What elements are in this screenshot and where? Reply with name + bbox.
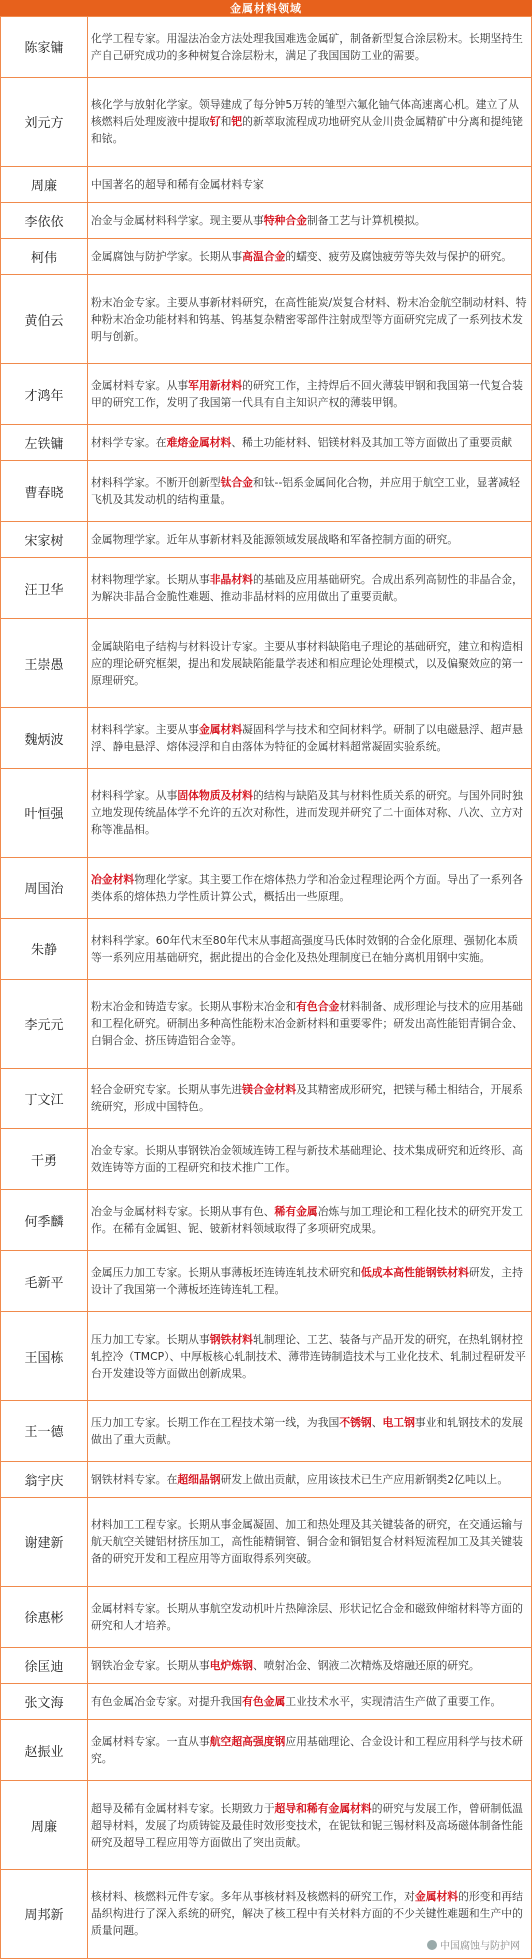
- expert-name: 周廉: [1, 1781, 88, 1870]
- table-row: [1, 619, 532, 708]
- table-row: [1, 1461, 532, 1497]
- expert-name: 王国栋: [1, 1312, 88, 1401]
- expert-description: [88, 202, 532, 238]
- table-row: [1, 558, 532, 619]
- description-text: 核化学与放射化学家。领导建成了每分钟5万转的雏型六氟化铀气体高速离心机。建立了从核燃料后处理废液中提取: [91, 98, 519, 129]
- table-row: [1, 708, 532, 769]
- table-row: [1, 275, 532, 364]
- expert-name: 左铁镛: [1, 425, 88, 461]
- expert-description: [88, 558, 532, 619]
- expert-name: 汪卫华: [1, 558, 88, 619]
- expert-description: [88, 1129, 532, 1190]
- highlighted-keyword: 电炉炼钢: [209, 1658, 253, 1672]
- expert-name: 曹春晓: [1, 461, 88, 522]
- description-text: 粉末冶金专家。主要从事新材料研究，在高性能炭/炭复合材料、粉末冶金航空制动材料、特种粉末冶金功能材料和钨基、钨基复杂精密零部件注射成型等方面研究完成了一系列技术发明与创新。: [91, 295, 527, 343]
- table-row: [1, 1129, 532, 1190]
- expert-name: 才鸿年: [1, 364, 88, 425]
- description-text: 冶炼与加工理论和工程化技术的研究开发工作。在稀有金属钽、铌、铍新材料领域取得了多项研究成果。: [91, 1205, 523, 1236]
- description-text: 核材料、核燃料元件专家。多年从事核材料及核燃料的研究工作，对: [91, 1890, 415, 1904]
- highlighted-keyword: 有色合金: [296, 1000, 340, 1014]
- table-row: [1, 979, 532, 1068]
- description-text: 材料制备、成形理论与技术的应用基础和工程化研究。研制出多种高性能粉末冶金新材料和重要零件；研发出高性能铝青铜合金、白铜合金、挤压铸造铝合金等。: [91, 1000, 523, 1048]
- expert-name: 毛新平: [1, 1251, 88, 1312]
- description-text: 中国著名的超导和稀有金属材料专家: [91, 177, 264, 191]
- expert-description: [88, 769, 532, 858]
- description-text: 和: [220, 115, 232, 129]
- table-row: [1, 1781, 532, 1870]
- highlighted-keyword: 难熔金属材料: [166, 436, 232, 450]
- expert-name: 李元元: [1, 979, 88, 1068]
- expert-description: [88, 461, 532, 522]
- highlighted-keyword: 钌: [209, 115, 221, 129]
- expert-name: 魏炳波: [1, 708, 88, 769]
- table-row: [1, 1720, 532, 1781]
- description-text: 金属物理学家。近年从事新材料及能源领域发展战略和军备控制方面的研究。: [91, 533, 459, 547]
- expert-name: 谢建新: [1, 1498, 88, 1587]
- description-text: 金属压力加工专家。长期从事薄板坯连铸连轧技术研究和: [91, 1266, 361, 1280]
- description-text: 金属缺陷电子结构与材料设计专家。主要从事材料缺陷电子理论的基础研究，建立和构造相应的理论研究框架，提出和发展缺陷能量学表述和相应理论处理模式，以及偏聚效应的第一原理研究。: [91, 639, 523, 687]
- highlighted-keyword: 稀有金属: [274, 1205, 318, 1219]
- description-text: 事业和轧钢技术的发展做出了重大贡献。: [91, 1415, 523, 1446]
- table-row: [1, 1251, 532, 1312]
- expert-description: [88, 275, 532, 364]
- expert-name: 黄伯云: [1, 275, 88, 364]
- description-text: 、稀土功能材料、铝镁材料及其加工等方面做出了重要贡献: [231, 436, 513, 450]
- description-text: 凝固科学与技术和空间材料学。研制了以电磁悬浮、超声悬浮、静电悬浮、熔体浸浮和自由落体为特征的金属材料超常凝固实验系统。: [91, 723, 523, 754]
- expert-description: [88, 857, 532, 918]
- description-text: 化学工程专家。用湿法冶金方法处理我国难选金属矿，制备新型复合涂层粉末。长期坚持生产自己研究成功的多种树复合涂层粉末，满足了我国国防工业的需要。: [91, 31, 523, 62]
- expert-description: [88, 1586, 532, 1647]
- expert-name: 王一德: [1, 1400, 88, 1461]
- expert-description: [88, 166, 532, 202]
- table-row: [1, 1647, 532, 1683]
- expert-description: [88, 1781, 532, 1870]
- expert-description: [88, 1461, 532, 1497]
- table-row: [1, 857, 532, 918]
- expert-name: 徐惠彬: [1, 1586, 88, 1647]
- expert-description: [88, 619, 532, 708]
- experts-table: [0, 16, 532, 1959]
- table-row: [1, 239, 532, 275]
- table-title: 金属材料领域: [0, 0, 532, 16]
- highlighted-keyword: 超导和稀有金属材料: [274, 1801, 372, 1815]
- expert-name: 张文海: [1, 1684, 88, 1720]
- description-text: 轧制理论、工艺、装备与产品开发的研究，在热轧钢材控轧控冷（TMCP）、中厚板核心轧制技术、薄带连铸制造技术与工业化技术、轧制过程研发平台开发建设等方面做出创新成果。: [91, 1332, 526, 1380]
- description-text: 材料科学家。从事: [91, 789, 178, 803]
- expert-name: 叶恒强: [1, 769, 88, 858]
- expert-description: [88, 239, 532, 275]
- expert-name: 干勇: [1, 1129, 88, 1190]
- description-text: 钢铁冶金专家。长期从事: [91, 1658, 210, 1672]
- description-text: 压力加工专家。长期工作在工程技术第一线，为我国: [91, 1415, 340, 1429]
- description-text: 的研究工作，主持焊后不回火薄装甲钢和我国第一代复合装甲的研究工作，发明了我国第一代具有自主知识产权的薄装甲钢。: [91, 379, 523, 410]
- expert-description: [88, 918, 532, 979]
- description-text: 的蠕变、疲劳及腐蚀疲劳等失效与保护的研究。: [285, 250, 513, 264]
- table-row: [1, 1312, 532, 1401]
- expert-description: [88, 1400, 532, 1461]
- description-text: 和钛--铝系金属间化合物，并应用于航空工业，显著减轻飞机及其发动机的结构重量。: [91, 476, 520, 507]
- expert-name: 刘元方: [1, 77, 88, 166]
- expert-name: 周廉: [1, 166, 88, 202]
- description-text: 的新萃取流程成功地研究从金川贵金属精矿中分离和提纯铑和铱。: [91, 115, 523, 146]
- table-row: [1, 918, 532, 979]
- expert-description: [88, 1190, 532, 1251]
- highlighted-keyword: 特种合金: [263, 214, 307, 228]
- expert-name: 丁文江: [1, 1068, 88, 1129]
- expert-name: 翁宇庆: [1, 1461, 88, 1497]
- description-text: 、: [371, 1415, 383, 1429]
- expert-name: 陈家镛: [1, 17, 88, 78]
- expert-description: [88, 1312, 532, 1401]
- expert-description: [88, 1720, 532, 1781]
- expert-name: 徐匡迪: [1, 1647, 88, 1683]
- description-text: 及其精密成形研究，把镁与稀土相结合，开展系统研究，形成中国特色。: [91, 1083, 523, 1114]
- expert-name: 王崇愚: [1, 619, 88, 708]
- highlighted-keyword: 超细晶钢: [177, 1472, 221, 1486]
- expert-description: [88, 1684, 532, 1720]
- expert-name: 周国治: [1, 857, 88, 918]
- description-text: 制备工艺与计算机模拟。: [306, 214, 426, 228]
- description-text: 材料物理学家。长期从事: [91, 573, 210, 587]
- highlighted-keyword: 冶金材料: [91, 872, 135, 886]
- description-text: 物理化学家。其主要工作在熔体热力学和冶金过程理论两个方面。导出了一系列各类体系的熔体热力学性质计算公式，概括出一些原理。: [91, 872, 523, 903]
- description-text: 超导及稀有金属材料专家。长期致力于: [91, 1801, 275, 1815]
- table-row: [1, 17, 532, 78]
- highlighted-keyword: 高温合金: [242, 250, 286, 264]
- expert-name: 宋家树: [1, 522, 88, 558]
- description-text: 研发上做出贡献，应用该技术已生产应用新钢类2亿吨以上。: [220, 1472, 509, 1486]
- highlighted-keyword: 镁合金材料: [242, 1083, 297, 1097]
- description-text: 材料科学家。不断开创新型: [91, 476, 221, 490]
- description-text: 金属腐蚀与防护学家。长期从事: [91, 250, 243, 264]
- description-text: 、喷射冶金、钢液二次精炼及熔融还原的研究。: [252, 1658, 480, 1672]
- expert-description: [88, 1498, 532, 1587]
- highlighted-keyword: 低成本高性能钢铁材料: [360, 1266, 469, 1280]
- expert-description: [88, 1251, 532, 1312]
- highlighted-keyword: 金属材料: [198, 723, 243, 737]
- highlighted-keyword: 有色金属: [242, 1695, 286, 1709]
- table-row: [1, 77, 532, 166]
- description-text: 金属材料专家。长期从事航空发动机叶片热障涂层、形状记忆合金和磁致伸缩材料等方面的研究和人才培养。: [91, 1601, 523, 1632]
- highlighted-keyword: 军用新材料: [188, 379, 243, 393]
- table-row: [1, 1586, 532, 1647]
- expert-name: 周邦新: [1, 1869, 88, 1958]
- expert-name: 何季麟: [1, 1190, 88, 1251]
- description-text: 粉末冶金和铸造专家。长期从事粉末冶金和: [91, 1000, 297, 1014]
- description-text: 压力加工专家。长期从事: [91, 1332, 210, 1346]
- expert-description: [88, 77, 532, 166]
- description-text: 冶金与金属材料科学家。现主要从事: [91, 214, 264, 228]
- table-row: [1, 1684, 532, 1720]
- description-text: 材料学专家。在: [91, 436, 167, 450]
- expert-name: 李依依: [1, 202, 88, 238]
- description-text: 轻合金研究专家。长期从事先进: [91, 1083, 243, 1097]
- description-text: 的基础及应用基础研究。合成出系列高韧性的非晶合金，为解决非晶合金脆性难题、推动非晶材料的应用做出了重要贡献。: [91, 573, 523, 604]
- expert-description: [88, 708, 532, 769]
- highlighted-keyword: 固体物质及材料: [177, 789, 253, 803]
- expert-description: [88, 17, 532, 78]
- expert-description: [88, 425, 532, 461]
- table-row: [1, 461, 532, 522]
- description-text: 冶金专家。长期从事钢铁冶金领域连铸工程与新技术基础理论、技术集成研究和近终形、高效连铸等方面的工程研究和技术推广工作。: [91, 1144, 523, 1175]
- description-text: 的结构与缺陷及其与材料性质关系的研究。与国外同时独立地发现传统晶体学不允许的五次对称性，进而发现并研究了二十面体对称、八次、立方对称等准晶相。: [91, 789, 523, 837]
- description-text: 的研究与发展工作，曾研制低温超导材料，发展了均质铸锭及最佳时效形变技术，在铌钛和铌三锡材料及高场磁体制备性能研究及超导工程应用等方面做出了突出贡献。: [91, 1801, 523, 1849]
- table-row: [1, 202, 532, 238]
- table-row: [1, 364, 532, 425]
- description-text: 工业技术水平，实现清洁生产做了重要工作。: [285, 1695, 502, 1709]
- table-row: [1, 1498, 532, 1587]
- description-text: 材料科学家。主要从事: [91, 723, 199, 737]
- highlighted-keyword: 钛合金: [220, 476, 253, 490]
- description-text: 材料科学家。60年代末至80年代末从事超高强度马氏体时效钢的合金化原理、强韧化本质等一系列应用基础研究，据此提出的合金化及热处理制度已在轴分离机用钢中实施。: [91, 933, 518, 964]
- expert-description: [88, 979, 532, 1068]
- watermark: [423, 1936, 524, 1953]
- description-text: 有色金属冶金专家。对提升我国: [91, 1695, 243, 1709]
- highlighted-keyword: 钯: [231, 115, 243, 129]
- highlighted-keyword: 不锈钢: [339, 1415, 372, 1429]
- description-text: 冶金与金属材料专家。长期从事有色、: [91, 1205, 275, 1219]
- watermark-text: 中国腐蚀与防护网: [440, 1941, 520, 1952]
- table-row: [1, 769, 532, 858]
- description-text: 金属材料专家。从事: [91, 379, 189, 393]
- description-text: 应用基础理论、合金设计和工程应用科学与技术研究。: [91, 1735, 523, 1766]
- description-text: 金属材料专家。一直从事: [91, 1735, 210, 1749]
- wechat-logo-icon: [427, 1940, 437, 1950]
- expert-description: [88, 364, 532, 425]
- table-row: [1, 1190, 532, 1251]
- table-row: [1, 1400, 532, 1461]
- highlighted-keyword: 金属材料: [414, 1890, 459, 1904]
- expert-name: 朱静: [1, 918, 88, 979]
- table-row: [1, 522, 532, 558]
- description-text: 的形变和再结晶织构进行了深入系统的研究，解决了核工程中有关材料方面的不少关键性难题和生产中的质量问题。: [91, 1890, 523, 1938]
- highlighted-keyword: 电工钢: [382, 1415, 415, 1429]
- expert-description: [88, 522, 532, 558]
- table-row: [1, 1068, 532, 1129]
- description-text: 钢铁材料专家。在: [91, 1472, 178, 1486]
- highlighted-keyword: 航空超高强度钢: [209, 1735, 286, 1749]
- table-row: [1, 166, 532, 202]
- expert-description: [88, 1068, 532, 1129]
- description-text: 材料加工工程专家。长期从事金属凝固、加工和热处理及其关键装备的研究，在交通运输与航天航空关键铝材挤压加工，高性能精铜管、铜合金和铜铝复合材料短流程加工及其关键装备的研究开发和工程应用等方面取得系列突破。: [91, 1518, 523, 1566]
- highlighted-keyword: 钢铁材料: [209, 1332, 253, 1346]
- highlighted-keyword: 非晶材料: [209, 573, 253, 587]
- description-text: 研发，主持设计了我国第一个薄板坯连铸连轧工程。: [91, 1266, 523, 1297]
- expert-name: 赵振业: [1, 1720, 88, 1781]
- expert-description: [88, 1647, 532, 1683]
- expert-name: 柯伟: [1, 239, 88, 275]
- experts-table-body: [1, 17, 532, 1959]
- table-row: [1, 425, 532, 461]
